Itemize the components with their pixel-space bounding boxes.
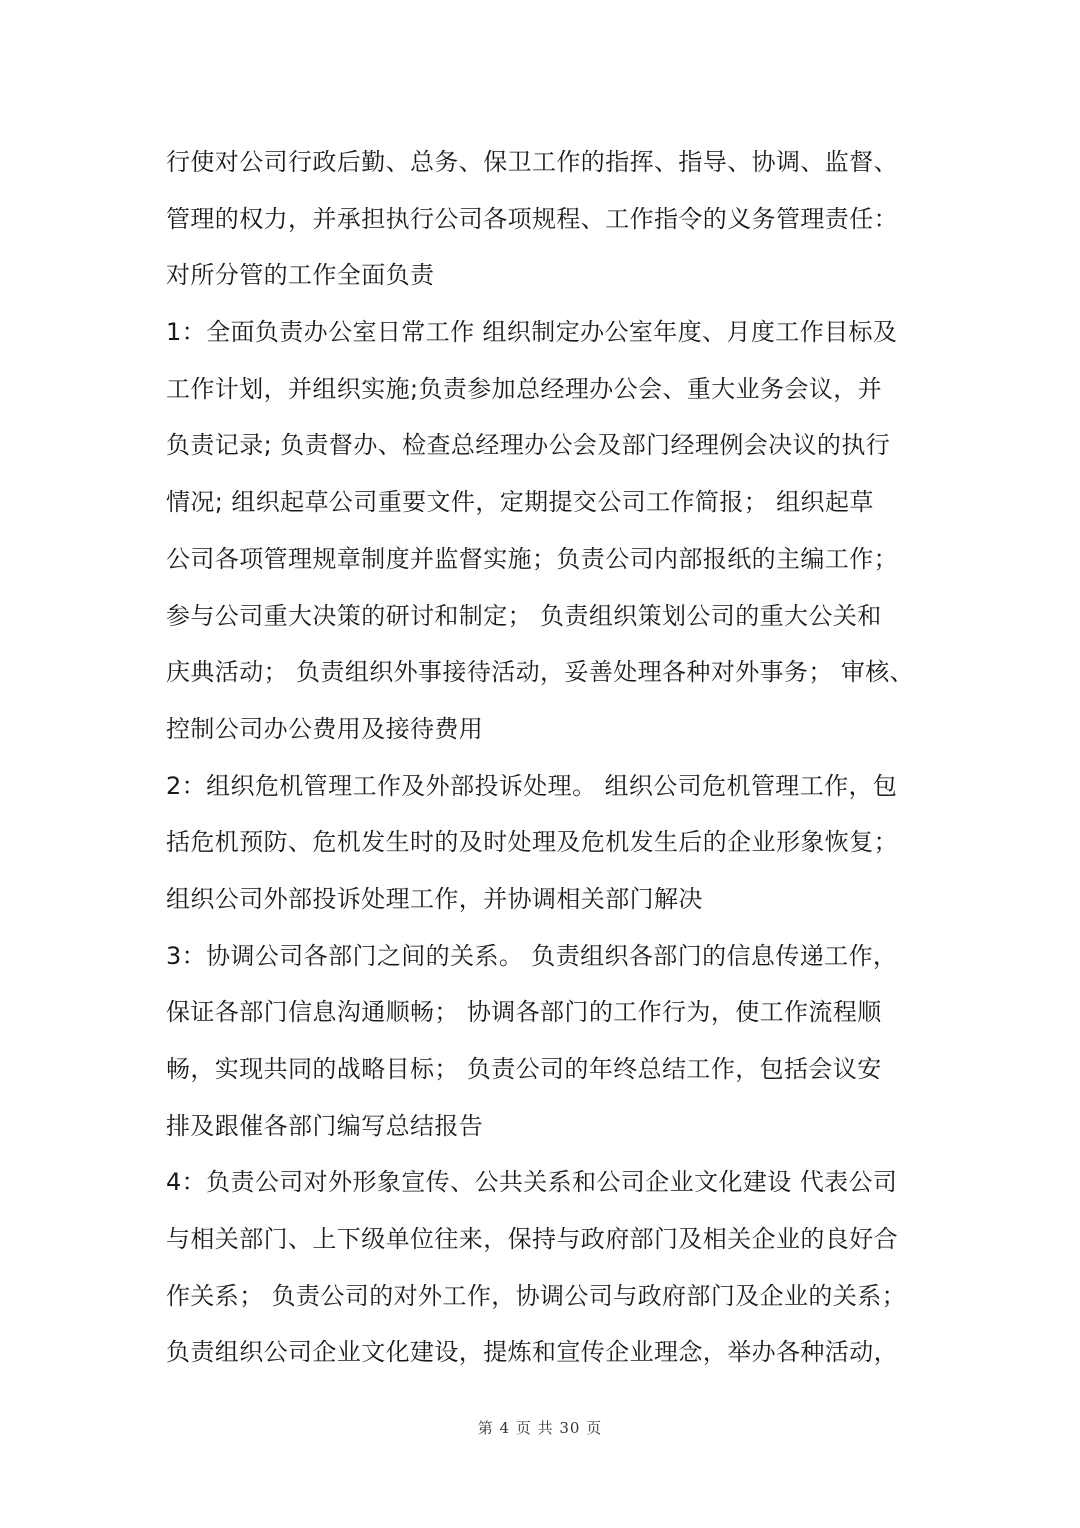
text-line: 括危机预防、危机发生时的及时处理及危机发生后的企业形象恢复； (166, 828, 898, 857)
text-line: 控制公司办公费用及接待费用 (166, 714, 484, 743)
text-line: 对所分管的工作全面负责 (166, 261, 435, 290)
text-line: 参与公司重大决策的研讨和制定； 负责组织策划公司的重大公关和 (166, 601, 882, 630)
text-line: 行使对公司行政后勤、总务、保卫工作的指挥、指导、协调、监督、 (166, 148, 898, 176)
text-line: 排及跟催各部门编写总结报告 (166, 1111, 484, 1140)
text-line: 情况; 组织起草公司重要文件，定期提交公司工作简报； 组织起草 (166, 488, 874, 517)
text-line: 3：协调公司各部门之间的关系。 负责组织各部门的信息传递工作， (166, 941, 898, 970)
text-line: 庆典活动； 负责组织外事接待活动，妥善处理各种对外事务； 审核、 (166, 658, 915, 687)
text-line: 组织公司外部投诉处理工作，并协调相关部门解决 (166, 884, 703, 913)
text-line: 1：全面负责办公室日常工作 组织制定办公室年度、月度工作目标及 (166, 318, 898, 347)
text-line: 公司各项管理规章制度并监督实施；负责公司内部报纸的主编工作； (166, 544, 898, 573)
text-line: 2：组织危机管理工作及外部投诉处理。 组织公司危机管理工作，包 (166, 771, 898, 800)
text-line: 工作计划，并组织实施;负责参加总经理办公会、重大业务会议，并 (166, 374, 883, 403)
text-line: 保证各部门信息沟通顺畅； 协调各部门的工作行为，使工作流程顺 (166, 998, 882, 1027)
text-line: 作关系； 负责公司的对外工作，协调公司与政府部门及企业的关系； (166, 1281, 907, 1310)
text-line: 与相关部门、上下级单位往来，保持与政府部门及相关企业的良好合 (166, 1225, 898, 1254)
text-line: 负责记录; 负责督办、检查总经理办公会及部门经理例会决议的执行 (166, 431, 891, 460)
text-line: 负责组织公司企业文化建设，提炼和宣传企业理念，举办各种活动， (166, 1338, 898, 1367)
page-number-footer: 第 4 页 共 30 页 (477, 1419, 603, 1437)
text-line: 4：负责公司对外形象宣传、公共关系和公司企业文化建设 代表公司 (166, 1168, 898, 1197)
text-line: 管理的权力，并承担执行公司各项规程、工作指令的义务管理责任： (166, 204, 898, 233)
document-body (166, 134, 926, 1381)
text-line: 畅，实现共同的战略目标； 负责公司的年终总结工作，包括会议安 (166, 1055, 882, 1083)
